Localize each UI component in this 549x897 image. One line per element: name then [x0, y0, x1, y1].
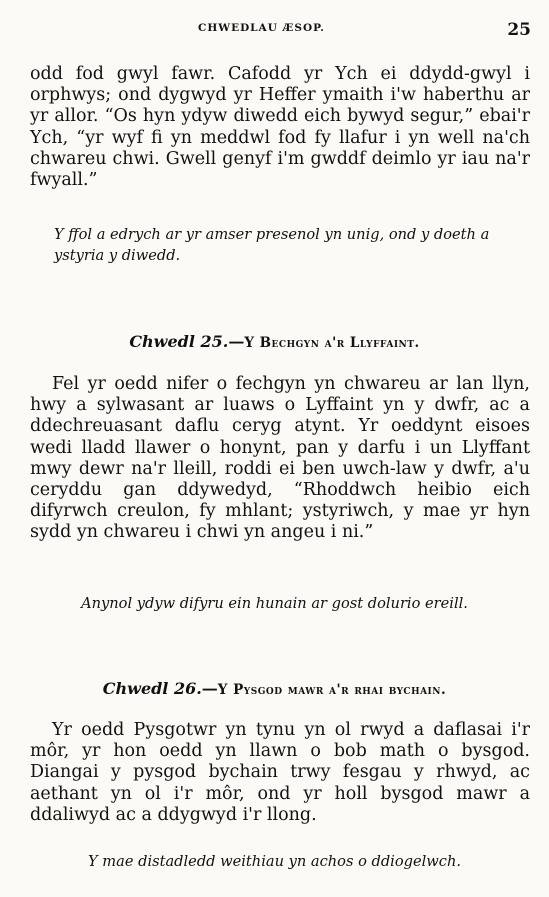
fable-26-label: Chwedl 26. [102, 679, 202, 698]
page-number: 25 [507, 20, 531, 40]
fable-26-moral: Y mae distadledd weithiau yn achos o ddiogelwch. [88, 853, 461, 870]
running-head: CHWEDLAU ÆSOP. [198, 22, 325, 34]
fable-24-closing-paragraph: odd fod gwyl fawr. Cafodd yr Ych ei ddydd-gwyl i orphwys; ond dygwyd yr Heffer ymaith i'w haberthu ar yr allor. “Os hyn ydyw diwedd eich bywyd segur,” ebai'r Ych, “yr wyf fi yn meddwl fod fy llafur i yn well na'ch chwareu chwi. Gwell genyf i'm gwddf deimlo yr iau na'r fwyall.” [30, 64, 530, 191]
fable-26-paragraph: Yr oedd Pysgotwr yn tynu yn ol rwyd a daflasai i'r môr, yr hon oedd yn llawn o bob math o bysgod. Diangai y pysgod bychain trwy fesgau y rhwyd, ac aethant yn ol i'r môr, ond yr holl bysgod mawr a ddaliwyd ac a ddygwyd i'r llong. [30, 720, 530, 825]
fable-26-title: Y Pysgod mawr a'r rhai bychain. [217, 682, 447, 698]
fable-25-moral: Anynol ydyw difyru ein hunain ar gost dolurio ereill. [81, 595, 468, 612]
fable-25-label: Chwedl 25. [129, 332, 229, 351]
fable-25-heading [0, 332, 549, 351]
fable-26-dash: — [201, 679, 218, 698]
fable-24-moral: Y ffol a edrych ar yr amser presenol yn unig, ond y doeth a ystyria y diwedd. [54, 226, 490, 264]
fable-25-title: Y Bechgyn a'r Llyffaint. [244, 335, 420, 351]
fable-25-paragraph: Fel yr oedd nifer o fechgyn yn chwareu ar lan llyn, hwy a sylwasant ar luaws o Lyffaint yn y dwfr, ac a ddechreuasant daflu ceryg atynt. Yr oeddynt eisoes wedi lladd llawer o honynt, pan y darfu i un Llyffant mwy dewr na'r lleill, roddi ei ben uwch-law y dwfr, a'u ceryddu gan ddywedyd, “Rhoddwch heibio eich difyrwch creulon, fy mhlant; ystyriwch, y mae yr hyn sydd yn chwareu i chwi yn angeu i ni.” [30, 374, 530, 543]
fable-26-heading [0, 679, 549, 698]
fable-25-dash: — [228, 332, 245, 351]
